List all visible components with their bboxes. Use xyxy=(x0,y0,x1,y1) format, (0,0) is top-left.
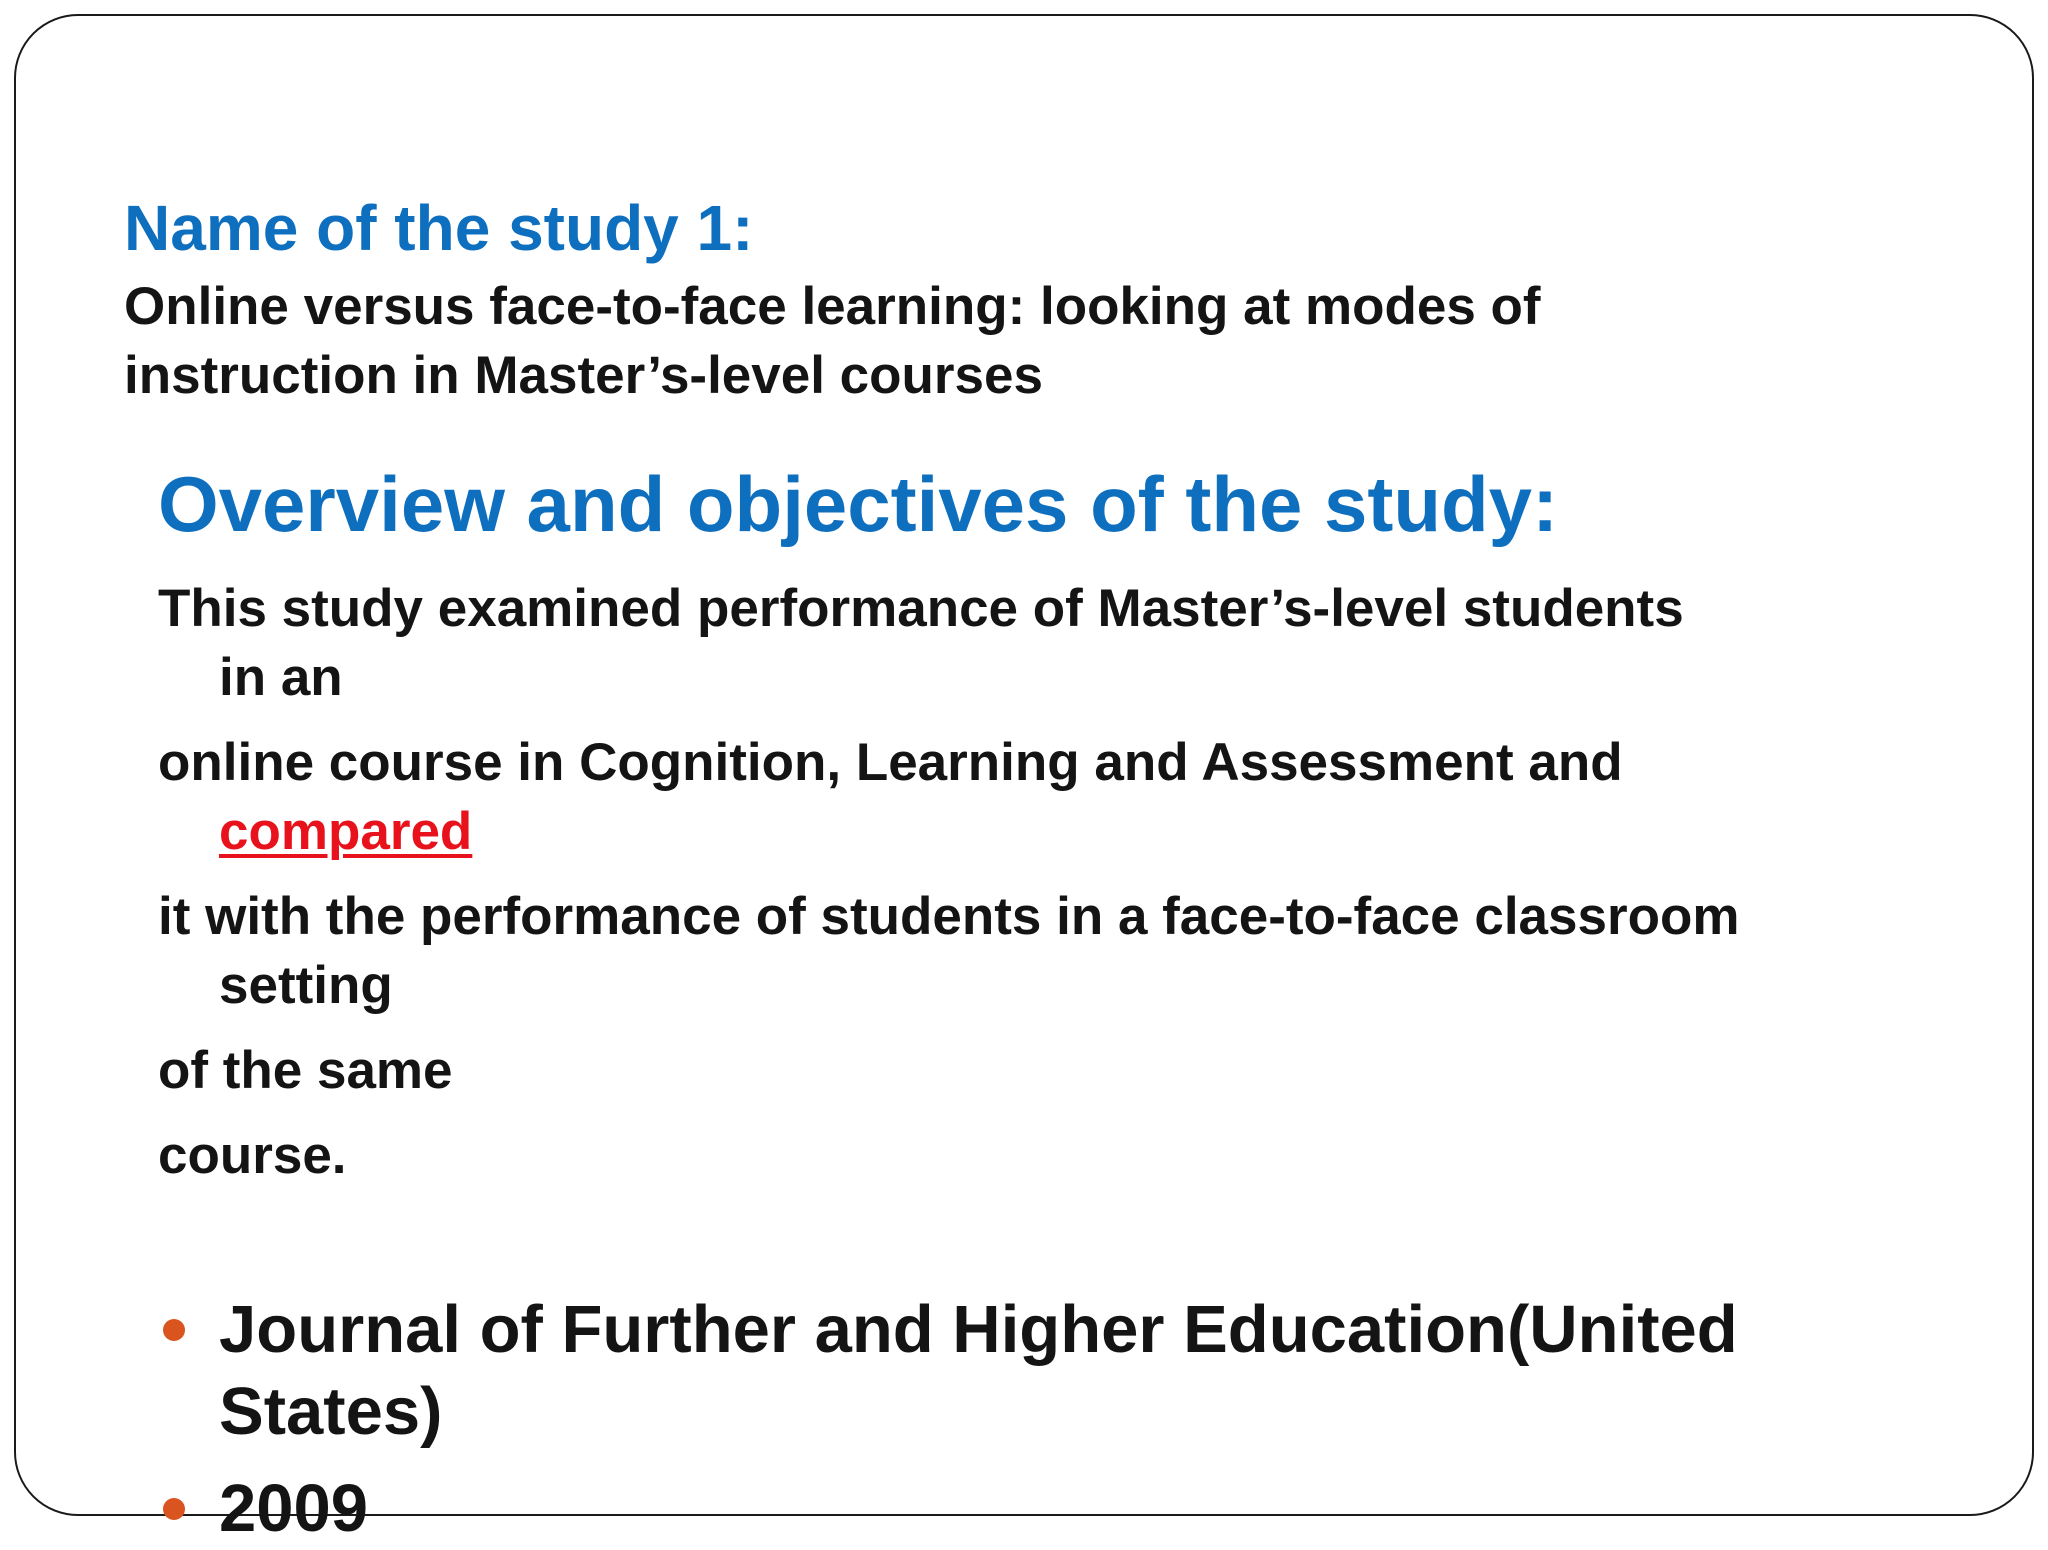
paragraph-line: it with the performance of students in a face-to-face classroom xyxy=(158,887,1740,946)
bullet-line: 2009 xyxy=(219,1471,369,1546)
study-title xyxy=(124,272,1541,410)
study-title-line: Online versus face-to-face learning: looking at modes of xyxy=(124,277,1541,336)
paragraph-line: online course in Cognition, Learning and Assessment and xyxy=(158,733,1623,792)
study-title-line: instruction in Master’s-level courses xyxy=(124,346,1043,405)
bullet-line: States) xyxy=(219,1374,443,1449)
study-name-heading: Name of the study 1: xyxy=(124,192,754,264)
overview-paragraph xyxy=(158,574,1684,712)
bullet-dot-icon xyxy=(163,1498,185,1520)
overview-paragraph xyxy=(158,882,1740,1020)
overview-paragraph xyxy=(158,1036,453,1105)
overview-paragraph xyxy=(158,1121,347,1190)
paragraph-line: of the same xyxy=(158,1041,453,1100)
bullet-year xyxy=(158,1468,368,1550)
paragraph-line: course. xyxy=(158,1126,347,1185)
compared-link[interactable]: compared xyxy=(219,802,473,861)
paragraph-line: This study examined performance of Master’s-level students xyxy=(158,579,1684,638)
bullet-dot-icon xyxy=(163,1319,185,1341)
bullet-journal xyxy=(158,1289,1738,1453)
bullet-line: Journal of Further and Higher Education(United xyxy=(219,1292,1738,1367)
paragraph-continuation: setting xyxy=(219,956,393,1015)
paragraph-continuation: in an xyxy=(219,648,343,707)
overview-paragraph xyxy=(158,728,1623,866)
overview-heading: Overview and objectives of the study: xyxy=(158,460,1559,548)
